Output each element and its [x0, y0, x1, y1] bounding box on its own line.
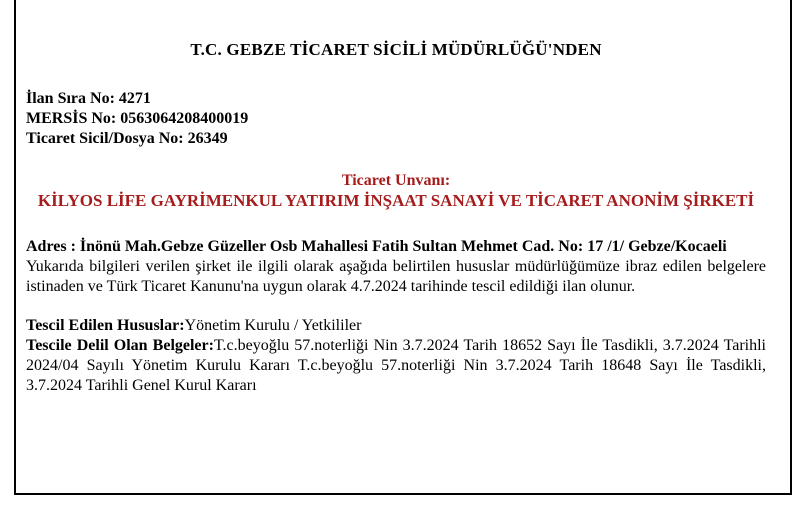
registered-matters-label: Tescil Edilen Hususlar: [26, 317, 185, 334]
announcement-paragraph: Yukarıda bilgileri verilen şirket ile ilgili olarak aşağıda belirtilen hususlar müdürlüğümüze ibraz edilen belgelere istinaden ve Türk Ticaret Kanunu'na uygun olarak 4.7.2024 tarihinde tescil edildiği ilan olunur. [26, 258, 766, 295]
company-name: KİLYOS LİFE GAYRİMENKUL YATIRIM İNŞAAT SANAYİ VE TİCARET ANONİM ŞİRKETİ [37, 191, 755, 210]
registered-matters-value: Yönetim Kurulu / Yetkililer [184, 317, 362, 334]
ticaret-sicil-no: Ticaret Sicil/Dosya No: 26349 [26, 130, 228, 147]
trade-name-label: Ticaret Unvanı: [341, 172, 451, 189]
registration-details [26, 316, 766, 396]
trade-name-block [26, 171, 766, 211]
announcement-content [26, 32, 766, 396]
mersis-no: MERSİS No: 0563064208400019 [26, 110, 249, 127]
supporting-documents-value: T.c.beyoğlu 57.noterliği Nin 3.7.2024 Tarih 18652 Sayı İle Tasdikli, 3.7.2024 Tarihli 2024/04 Sayılı Yönetim Kurulu Kararı T.c.beyoğlu 57.noterliği Nin 3.7.2024 Tarih 18648 Sayı İle Tasdikli, 3.7.2024 Tarihli Genel Kurul Kararı [26, 337, 767, 394]
registry-meta [26, 89, 766, 149]
supporting-documents-label: Tescile Delil Olan Belgeler: [26, 337, 214, 354]
registered-matters [26, 316, 766, 336]
supporting-documents [26, 336, 766, 396]
company-address: Adres : İnönü Mah.Gebze Güzeller Osb Mahallesi Fatih Sultan Mehmet Cad. No: 17 /1/ Gebze/Kocaeli [26, 238, 727, 255]
ilan-sira-no: İlan Sıra No: 4271 [26, 90, 151, 107]
page-title: T.C. GEBZE TİCARET SİCİLİ MÜDÜRLÜĞÜ'NDEN [190, 40, 602, 59]
